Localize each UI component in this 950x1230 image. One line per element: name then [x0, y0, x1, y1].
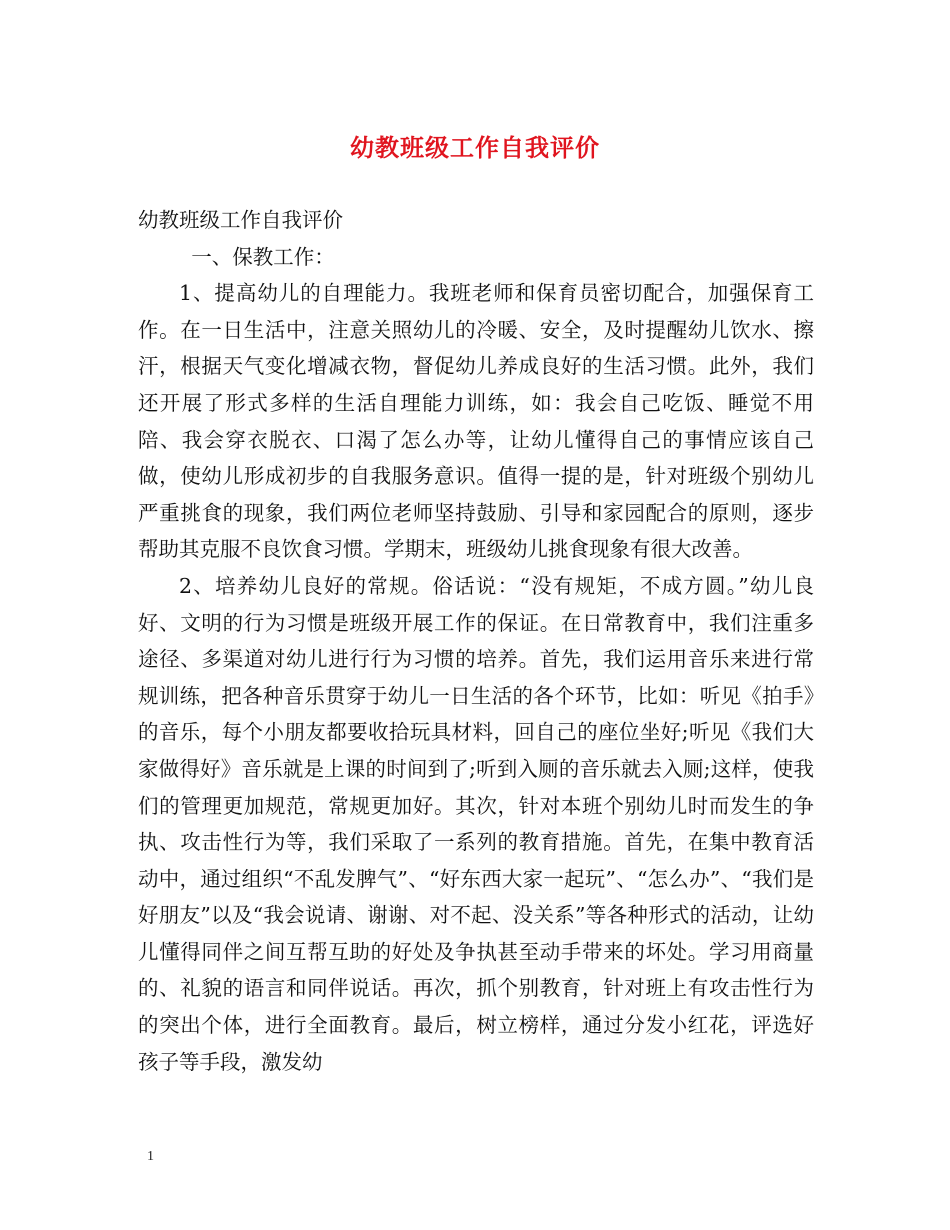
page-number: 1	[147, 1149, 154, 1164]
document-title: 幼教班级工作自我评价	[350, 133, 600, 162]
paragraph: 1、提高幼儿的自理能力。我班老师和保育员密切配合，加强保育工作。在一日生活中，注意关照幼儿的冷暖、安全，及时提醒幼儿饮水、擦汗，根据天气变化增减衣物，督促幼儿养成良好的生活习惯。此外，我们还开展了形式多样的生活自理能力训练，如：我会自己吃饭、睡觉不用陪、我会穿衣脱衣、口渴了怎么办等，让幼儿懂得自己的事情应该自己做，使幼儿形成初步的自我服务意识。值得一提的是，针对班级个别幼儿严重挑食的现象，我们两位老师坚持鼓励、引导和家园配合的原则，逐步帮助其克服不良饮食习惯。学期末，班级幼儿挑食现象有很大改善。	[138, 281, 814, 562]
document-body	[138, 202, 814, 1080]
section-heading: 一、保教工作：	[191, 244, 335, 269]
document-subtitle: 幼教班级工作自我评价	[138, 208, 343, 232]
paragraph: 2、培养幼儿良好的常规。俗话说：“没有规矩，不成方圆。”幼儿良好、文明的行为习惯是班级开展工作的保证。在日常教育中，我们注重多途径、多渠道对幼儿进行行为习惯的培养。首先，我们运用音乐来进行常规训练，把各种音乐贯穿于幼儿一日生活的各个环节，比如：听见《拍手》的音乐，每个小朋友都要收拾玩具材料，回自己的座位坐好;听见《我们大家做得好》音乐就是上课的时间到了;听到入厕的音乐就去入厕;这样，使我们的管理更加规范，常规更加好。其次，针对本班个别幼儿时而发生的争执、攻击性行为等，我们采取了一系列的教育措施。首先，在集中教育活动中，通过组织“不乱发脾气”、“好东西大家一起玩”、“怎么办”、“我们是好朋友”以及“我会说请、谢谢、对不起、没关系”等各种形式的活动，让幼儿懂得同伴之间互帮互助的好处及争执甚至动手带来的坏处。学习用商量的、礼貌的语言和同伴说话。再次，抓个别教育，针对班上有攻击性行为的突出个体，进行全面教育。最后，树立榜样，通过分发小红花，评选好孩子等手段，激发幼	[138, 573, 814, 1074]
